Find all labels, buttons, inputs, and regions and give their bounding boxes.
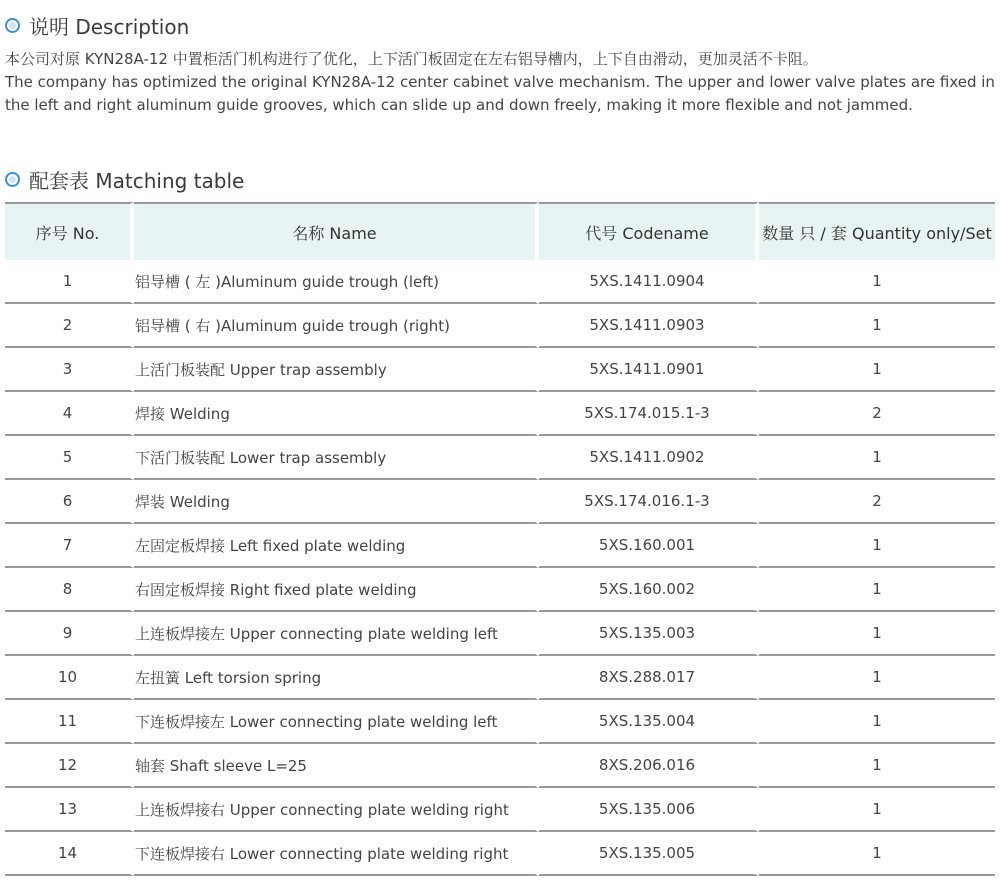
header-no: 序号 No. [5, 202, 134, 260]
table-row [5, 744, 995, 788]
cell-quantity: 1 [759, 656, 995, 700]
cell-name: 焊接 Welding [134, 392, 539, 436]
cell-no: 12 [5, 744, 134, 788]
cell-codename: 5XS.1411.0902 [539, 436, 759, 480]
matching-heading [5, 164, 244, 194]
table-row [5, 392, 995, 436]
cell-name: 焊装 Welding [134, 480, 539, 524]
cell-quantity: 1 [759, 436, 995, 480]
cell-no: 9 [5, 612, 134, 656]
cell-name: 下连板焊接左 Lower connecting plate welding left [134, 700, 539, 744]
cell-quantity: 1 [759, 348, 995, 392]
cell-no: 3 [5, 348, 134, 392]
table-row [5, 304, 995, 348]
table-row [5, 260, 995, 304]
cell-name: 上活门板装配 Upper trap assembly [134, 348, 539, 392]
matching-table [5, 202, 995, 876]
cell-codename: 5XS.135.003 [539, 612, 759, 656]
cell-quantity: 1 [759, 788, 995, 832]
cell-no: 1 [5, 260, 134, 304]
header-codename: 代号 Codename [539, 202, 759, 260]
cell-name: 铝导槽 ( 右 )Aluminum guide trough (right) [134, 304, 539, 348]
cell-quantity: 1 [759, 612, 995, 656]
cell-codename: 5XS.160.001 [539, 524, 759, 568]
cell-codename: 5XS.135.006 [539, 788, 759, 832]
cell-codename: 5XS.1411.0904 [539, 260, 759, 304]
cell-name: 上连板焊接右 Upper connecting plate welding right [134, 788, 539, 832]
cell-codename: 5XS.1411.0901 [539, 348, 759, 392]
table-row [5, 568, 995, 612]
table-row [5, 612, 995, 656]
cell-name: 右固定板焊接 Right fixed plate welding [134, 568, 539, 612]
cell-no: 4 [5, 392, 134, 436]
description-text-en: The company has optimized the original KYN28A-12 center cabinet valve mechanism. The upper and lower valve plates are fixed in the left and right aluminum guide grooves, which can slide up and down freely, making it more flexible and not jammed. [5, 73, 995, 114]
table-row [5, 700, 995, 744]
cell-no: 2 [5, 304, 134, 348]
cell-name: 铝导槽 ( 左 )Aluminum guide trough (left) [134, 260, 539, 304]
cell-quantity: 1 [759, 568, 995, 612]
cell-name: 左扭簧 Left torsion spring [134, 656, 539, 700]
table-header-row [5, 202, 995, 260]
cell-quantity: 1 [759, 524, 995, 568]
cell-codename: 5XS.174.015.1-3 [539, 392, 759, 436]
cell-codename: 5XS.135.005 [539, 832, 759, 876]
table-row [5, 832, 995, 876]
description-text-cn: 本公司对原 KYN28A-12 中置柜活门机构进行了优化，上下活门板固定在左右铝导槽内，上下自由滑动，更加灵活不卡阻。 [5, 50, 818, 68]
cell-no: 14 [5, 832, 134, 876]
cell-codename: 8XS.206.016 [539, 744, 759, 788]
circle-bullet-icon [5, 18, 20, 33]
description-heading-text: 说明 Description [29, 14, 190, 39]
cell-codename: 5XS.1411.0903 [539, 304, 759, 348]
cell-quantity: 1 [759, 744, 995, 788]
cell-no: 7 [5, 524, 134, 568]
cell-no: 6 [5, 480, 134, 524]
cell-codename: 5XS.160.002 [539, 568, 759, 612]
cell-name: 下活门板装配 Lower trap assembly [134, 436, 539, 480]
description-heading [5, 10, 189, 40]
cell-no: 10 [5, 656, 134, 700]
cell-name: 上连板焊接左 Upper connecting plate welding left [134, 612, 539, 656]
cell-no: 5 [5, 436, 134, 480]
cell-quantity: 1 [759, 700, 995, 744]
table-row [5, 348, 995, 392]
table-row [5, 656, 995, 700]
cell-quantity: 2 [759, 392, 995, 436]
cell-codename: 5XS.135.004 [539, 700, 759, 744]
cell-codename: 5XS.174.016.1-3 [539, 480, 759, 524]
table-row [5, 436, 995, 480]
description-body [5, 48, 995, 117]
cell-quantity: 2 [759, 480, 995, 524]
table-row [5, 480, 995, 524]
cell-quantity: 1 [759, 304, 995, 348]
table-row [5, 788, 995, 832]
circle-bullet-icon [5, 172, 20, 187]
cell-no: 13 [5, 788, 134, 832]
table-row [5, 524, 995, 568]
cell-no: 11 [5, 700, 134, 744]
cell-codename: 8XS.288.017 [539, 656, 759, 700]
cell-quantity: 1 [759, 832, 995, 876]
header-quantity: 数量 只 / 套 Quantity only/Set [759, 202, 995, 260]
cell-name: 左固定板焊接 Left fixed plate welding [134, 524, 539, 568]
cell-no: 8 [5, 568, 134, 612]
cell-name: 轴套 Shaft sleeve L=25 [134, 744, 539, 788]
cell-quantity: 1 [759, 260, 995, 304]
header-name: 名称 Name [134, 202, 539, 260]
matching-heading-text: 配套表 Matching table [29, 168, 245, 193]
cell-name: 下连板焊接右 Lower connecting plate welding right [134, 832, 539, 876]
